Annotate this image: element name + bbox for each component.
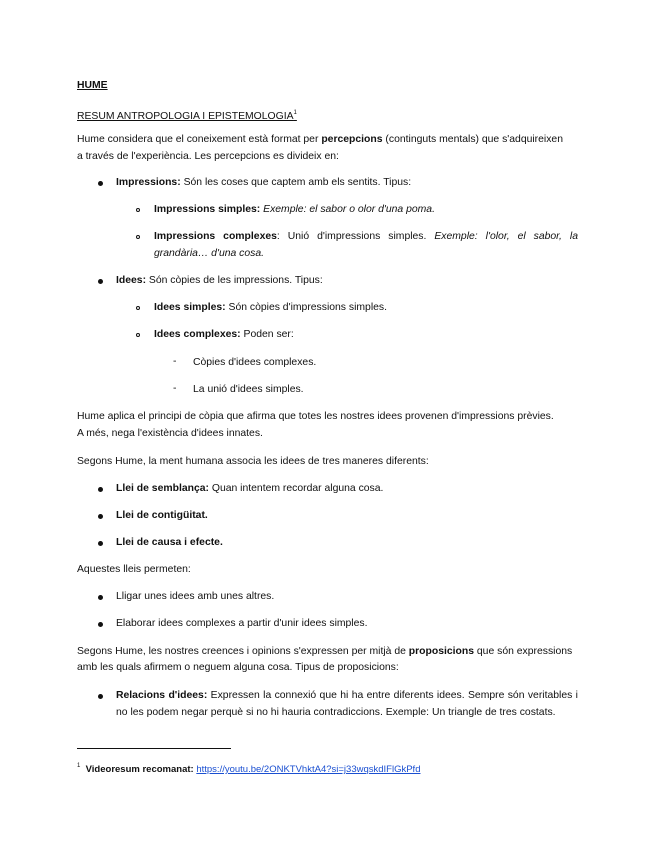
page-title: HUME [77,80,108,91]
list-item-lligar: Lligar unes idees amb unes altres. [116,591,275,602]
bullet-icon [98,622,103,627]
term-proposicions: proposicions [408,646,475,657]
list-item-idees-complexes [154,328,294,342]
circle-bullet-icon [136,208,140,212]
example-text: Exemple: l'olor, el sabor, la [434,231,578,242]
list-item-semblanca [116,482,383,496]
video-link[interactable]: https://youtu.be/2ONKTVhktA4?si=j33wqskdIFlGkPfd [196,764,421,775]
bullet-icon [98,514,103,519]
list-item-idees-simples [154,301,387,315]
subtitle-text: RESUM ANTROPOLOGIA I EPISTEMOLOGIA [77,111,294,122]
term-idees: Idees: [116,275,147,286]
item-text: Expressen la connexió que hi ha entre diferents idees. Sempre són veritables i [207,690,578,701]
item-text: Poden ser: [240,329,294,340]
bullet-icon [98,279,103,284]
term-relacions: Relacions d'idees: [116,690,208,701]
footnote-label: Videoresum recomanat: [85,764,194,775]
term-idees-complexes: Idees complexes: [154,329,241,340]
bullet-icon [98,694,103,699]
bullet-icon [98,181,103,186]
item-text: Són còpies de les impressions. Tipus: [146,275,323,286]
circle-bullet-icon [136,306,140,310]
intro-text: Hume considera que el coneixement està format per [77,134,322,145]
list-item-impressions-simples [154,203,435,217]
intro-text: (continguts mentals) que s'adquireixen [382,134,563,145]
circle-bullet-icon [136,235,140,239]
relacions-continuation: no les podem negar perquè si no hi hauria contradiccions. Exemple: Un triangle de tres costats. [116,707,556,718]
paragraph-text: Segons Hume, les nostres creences i opinions s'expressen per mitjà de [77,646,409,657]
footnote-divider [77,748,231,749]
list-item-impressions-complexes [154,230,578,244]
list-item-relacions [116,689,578,703]
item-text: : Unió d'impressions simples. [276,231,435,242]
bullet-icon [98,541,103,546]
item-text: Són les coses que captem amb els sentits. Tipus: [180,177,412,188]
bullet-icon [98,595,103,600]
dash-bullet-icon: - [173,383,177,394]
term-impressions-complexes: Impressions complexes [154,231,277,242]
term-impressions: Impressions: [116,177,181,188]
list-item-elaborar: Elaborar idees complexes a partir d'unir idees simples. [116,618,368,629]
item-text: Són còpies d'impressions simples. [225,302,387,313]
copia-paragraph-line2: A més, nega l'existència d'idees innates. [77,428,263,439]
bullet-icon [98,487,103,492]
term-percepcions: percepcions [321,134,383,145]
intro-paragraph-line2: a través de l'experiència. Les percepcions es divideix en: [77,151,339,162]
list-item-copies: Còpies d'idees complexes. [193,357,317,368]
list-item-unio: La unió d'idees simples. [193,384,304,395]
example-continuation: grandària… d'una cosa. [154,248,264,259]
example-text: Exemple: el sabor o olor d'una poma. [263,204,435,215]
footnote-ref[interactable]: 1 [293,110,297,116]
paragraph-text: que són expressions [474,646,573,657]
footnote-number: 1 [77,763,81,769]
section-subtitle [77,106,297,124]
dash-bullet-icon: - [173,356,177,367]
item-text: Quan intentem recordar alguna cosa. [208,483,384,494]
footnote [77,759,420,777]
intro-paragraph-line1 [77,133,563,147]
list-item-idees [116,274,323,288]
term-semblanca: Llei de semblança: [116,483,209,494]
list-item-contiguitat: Llei de contigüitat. [116,510,208,521]
list-item-causa-efecte: Llei de causa i efecte. [116,537,223,548]
copia-paragraph-line1: Hume aplica el principi de còpia que afirma que totes les nostres idees provenen d'impressions prèvies. [77,411,554,422]
term-idees-simples: Idees simples: [154,302,226,313]
list-item-impressions [116,176,411,190]
circle-bullet-icon [136,333,140,337]
term-impressions-simples: Impressions simples: [154,204,261,215]
permeten-intro: Aquestes lleis permeten: [77,564,191,575]
creences-paragraph-line1 [77,645,572,659]
creences-paragraph-line2: amb les quals afirmem o neguem alguna cosa. Tipus de proposicions: [77,662,399,673]
associacio-intro: Segons Hume, la ment humana associa les idees de tres maneres diferents: [77,456,429,467]
